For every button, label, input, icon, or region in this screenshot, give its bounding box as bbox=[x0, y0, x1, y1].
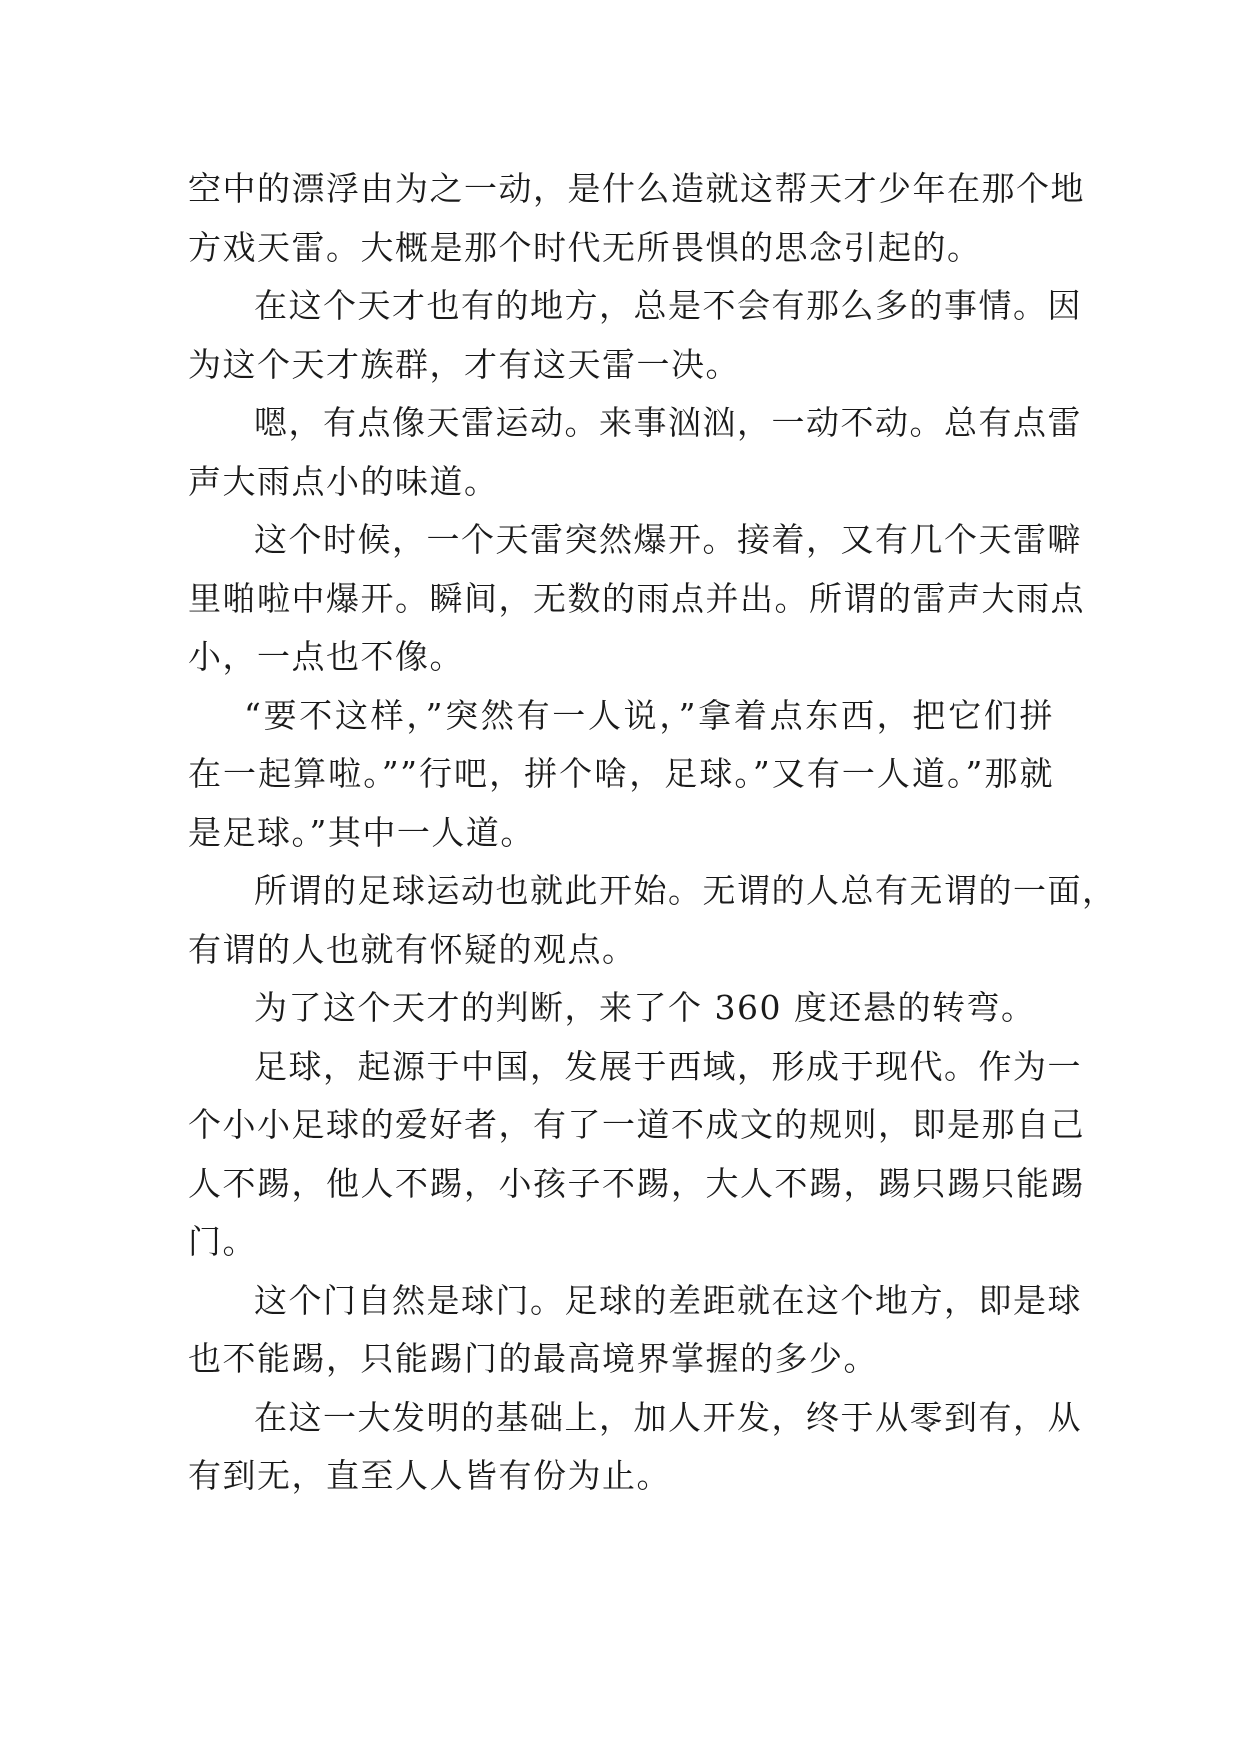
text-line: 在这个天才也有的地方，总是不会有那么多的事情。因 bbox=[254, 286, 1082, 325]
text-line: 也不能踢，只能踢门的最高境界掌握的多少。 bbox=[188, 1339, 878, 1378]
paragraph-9 bbox=[188, 1272, 1082, 1389]
text-line: 嗯，有点像天雷运动。来事汹汹，一动不动。总有点雷 bbox=[254, 403, 1082, 442]
paragraph-7 bbox=[188, 979, 1054, 1038]
paragraph-2 bbox=[188, 277, 1082, 394]
text-line: 足球，起源于中国，发展于西域，形成于现代。作为一 bbox=[254, 1046, 1082, 1086]
text-line: 门。 bbox=[188, 1222, 257, 1261]
paragraph-6 bbox=[188, 862, 1117, 979]
text-line: 有到无，直至人人皆有份为止。 bbox=[188, 1456, 671, 1495]
paragraph-5 bbox=[188, 687, 1054, 863]
paragraph-4 bbox=[188, 511, 1085, 687]
text-line: 这个时候，一个天雷突然爆开。接着，又有几个天雷噼 bbox=[254, 520, 1082, 559]
text-line: 人不踢，他人不踢，小孩子不踢，大人不踢，踢只踢只能踢 bbox=[188, 1163, 1085, 1203]
text-line: 方戏天雷。大概是那个时代无所畏惧的思念引起的。 bbox=[188, 227, 982, 267]
text-line: 为了这个天才的判断，来了个 360 度还悬的转弯。 bbox=[254, 988, 1036, 1027]
text-line: 声大雨点小的味道。 bbox=[188, 461, 499, 501]
text-line: 为这个天才族群，才有这天雷一决。 bbox=[188, 344, 740, 384]
text-line: 所谓的足球运动也就此开始。无谓的人总有无谓的一面， bbox=[254, 871, 1117, 910]
paragraph-1 bbox=[188, 160, 1085, 277]
paragraph-10 bbox=[188, 1389, 1082, 1506]
text-line: 在这一大发明的基础上，加人开发，终于从零到有，从 bbox=[254, 1397, 1082, 1437]
text-line: 空中的漂浮由为之一动，是什么造就这帮天才少年在那个地 bbox=[188, 169, 1085, 208]
paragraph-8 bbox=[188, 1038, 1085, 1272]
text-line: 是足球。”其中一人道。 bbox=[188, 812, 535, 852]
text-line: 小，一点也不像。 bbox=[188, 637, 464, 676]
text-line: “要不这样，”突然有一人说，”拿着点东西，把它们拼 bbox=[244, 695, 1054, 735]
text-line: 有谓的人也就有怀疑的观点。 bbox=[188, 929, 637, 969]
text-line: 这个门自然是球门。足球的差距就在这个地方，即是球 bbox=[254, 1280, 1082, 1320]
text-line: 里啪啦中爆开。瞬间，无数的雨点并出。所谓的雷声大雨点 bbox=[188, 578, 1085, 618]
text-line: 个小小足球的爱好者，有了一道不成文的规则，即是那自己 bbox=[188, 1105, 1085, 1144]
document-page bbox=[188, 160, 1117, 1506]
paragraph-3 bbox=[188, 394, 1082, 511]
text-line: 在一起算啦。””行吧，拼个啥，足球。”又有一人道。”那就 bbox=[188, 754, 1054, 793]
